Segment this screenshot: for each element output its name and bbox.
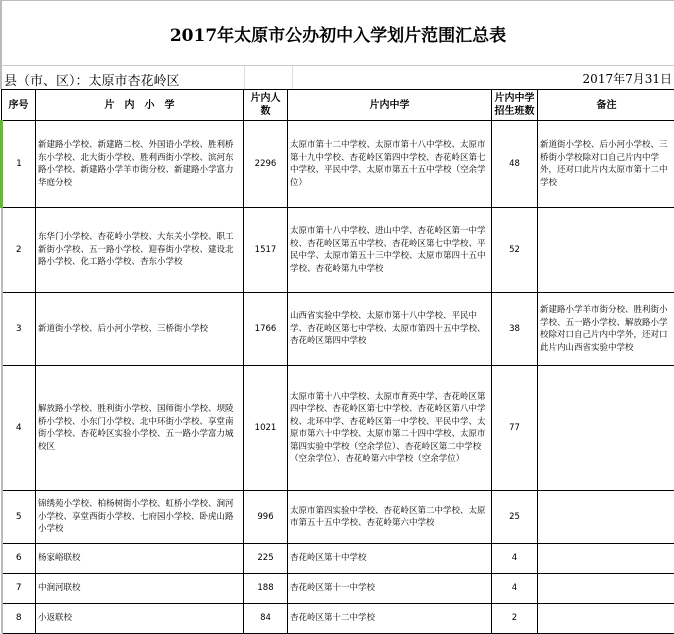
cell-primary-schools[interactable]: 东华门小学校、杏花岭小学校、大东关小学校、职工新街小学校、五一路小学校、迎春街小学校、建设北路小学校、化工路小学校、杏东小学校 — [36, 208, 244, 293]
table-row — [2, 491, 674, 544]
cell-primary-schools[interactable]: 新建路小学校、新建路二校、外国语小学校、胜利桥东小学校、北大街小学校、胜利西街小学校、滨河东路小学校、新建路小学羊市街分校、新建路小学富力华庭分校 — [36, 121, 244, 208]
cell-notes[interactable]: 新建路小学羊市街分校、胜利街小学校、五一路小学校、解放路小学校除对口自己片内中学外，还对口此片内山西省实验中学校 — [538, 293, 674, 366]
cell-class-count[interactable]: 38 — [492, 293, 538, 366]
page-title: 2017年太原市公办初中入学划片范围汇总表 — [170, 21, 506, 46]
gridline — [292, 66, 293, 90]
table-row — [2, 293, 674, 366]
cell-seq[interactable]: 2 — [2, 208, 36, 293]
cell-notes[interactable] — [538, 604, 674, 634]
cell-seq[interactable]: 5 — [2, 491, 36, 544]
cell-middle-schools[interactable]: 太原市第十八中学校、太原市育英中学、杏花岭区第四中学校、杏花岭区第七中学校、杏花岭区第八中学校、北环中学、杏花岭区第一中学校、平民中学、太原市第六十中学校、太原市第二十四中学校、太原市第四实验中学校（空余学位）、杏花岭区第二中学校（空余学位）、杏花岭第六中学校（空余学位） — [288, 366, 492, 491]
cell-primary-schools[interactable]: 小返联校 — [36, 604, 244, 634]
cell-primary-schools[interactable]: 锦绣苑小学校、柏杨树街小学校、虹桥小学校、涧河小学校、享堂西街小学校、七府园小学校、卧虎山路小学校 — [36, 491, 244, 544]
cell-notes[interactable]: 新道街小学校、后小河小学校、三桥街小学校除对口自己片内中学外，还对口此片内太原市第十二中学校 — [538, 121, 674, 208]
cell-class-count[interactable]: 77 — [492, 366, 538, 491]
enrollment-table — [0, 89, 674, 634]
table-row — [2, 544, 674, 574]
header-middle: 片内中学 — [288, 90, 492, 121]
table-row — [2, 574, 674, 604]
cell-seq[interactable]: 7 — [2, 574, 36, 604]
gridline — [244, 66, 245, 90]
cell-class-count[interactable]: 25 — [492, 491, 538, 544]
header-primary: 片 内 小 学 — [36, 90, 244, 121]
cell-middle-schools[interactable]: 太原市第十二中学校、太原市第十八中学校、太原市第十九中学校、杏花岭区第四中学校、杏花岭区第七中学校、平民中学、太原市第五十五中学校（空余学位） — [288, 121, 492, 208]
cell-seq[interactable]: 4 — [2, 366, 36, 491]
header-notes: 备注 — [538, 90, 674, 121]
table-row — [2, 366, 674, 491]
cell-middle-schools[interactable]: 杏花岭区第十二中学校 — [288, 604, 492, 634]
report-date: 2017年7月31日 — [583, 70, 672, 87]
cell-notes[interactable] — [538, 366, 674, 491]
cell-student-count[interactable]: 1766 — [244, 293, 288, 366]
cell-seq[interactable]: 8 — [2, 604, 36, 634]
header-classes: 片内中学招生班数 — [492, 90, 538, 121]
cell-notes[interactable] — [538, 208, 674, 293]
cell-student-count[interactable]: 84 — [244, 604, 288, 634]
cell-middle-schools[interactable]: 太原市第四实验中学校、杏花岭区第二中学校、太原市第五十五中学校、杏花岭第六中学校 — [288, 491, 492, 544]
table-row — [2, 121, 674, 208]
cell-primary-schools[interactable]: 杨家峪联校 — [36, 544, 244, 574]
district-row — [0, 65, 674, 89]
cell-middle-schools[interactable]: 太原市第十八中学校、进山中学、杏花岭区第一中学校、杏花岭区第五中学校、杏花岭区第七中学校、平民中学、太原市第五十三中学校、太原市第四十五中学校、杏花岭第九中学校 — [288, 208, 492, 293]
cell-student-count[interactable]: 996 — [244, 491, 288, 544]
cell-class-count[interactable]: 4 — [492, 544, 538, 574]
district-label: 县（市、区）：太原市杏花岭区 — [4, 70, 180, 89]
cell-seq[interactable]: 6 — [2, 544, 36, 574]
header-count: 片内人数 — [244, 90, 288, 121]
cell-middle-schools[interactable]: 杏花岭区第十一中学校 — [288, 574, 492, 604]
cell-primary-schools[interactable]: 解放路小学校、胜利街小学校、国师街小学校、坝陵桥小学校、小东门小学校、北中环街小学校、享堂南街小学校、杏花岭区实验小学校、五一路小学富力城校区 — [36, 366, 244, 491]
cell-primary-schools[interactable]: 新道街小学校、后小河小学校、三桥街小学校 — [36, 293, 244, 366]
title-row — [0, 0, 674, 65]
cell-middle-schools[interactable]: 山西省实验中学校、太原市第十八中学校、平民中学、杏花岭区第七中学校、太原市第四十五中学校、杏花岭区第四中学校 — [288, 293, 492, 366]
cell-notes[interactable] — [538, 574, 674, 604]
cell-notes[interactable] — [538, 491, 674, 544]
cell-primary-schools[interactable]: 中涧河联校 — [36, 574, 244, 604]
cell-student-count[interactable]: 1517 — [244, 208, 288, 293]
cell-student-count[interactable]: 2296 — [244, 121, 288, 208]
cell-seq[interactable]: 1 — [2, 121, 36, 208]
table-row — [2, 604, 674, 634]
header-row — [2, 90, 674, 121]
cell-seq[interactable]: 3 — [2, 293, 36, 366]
cell-student-count[interactable]: 188 — [244, 574, 288, 604]
cell-class-count[interactable]: 52 — [492, 208, 538, 293]
table-row — [2, 208, 674, 293]
cell-student-count[interactable]: 225 — [244, 544, 288, 574]
header-seq: 序号 — [2, 90, 36, 121]
cell-class-count[interactable]: 4 — [492, 574, 538, 604]
cell-class-count[interactable]: 2 — [492, 604, 538, 634]
cell-class-count[interactable]: 48 — [492, 121, 538, 208]
cell-middle-schools[interactable]: 杏花岭区第十中学校 — [288, 544, 492, 574]
cell-notes[interactable] — [538, 544, 674, 574]
cell-student-count[interactable]: 1021 — [244, 366, 288, 491]
